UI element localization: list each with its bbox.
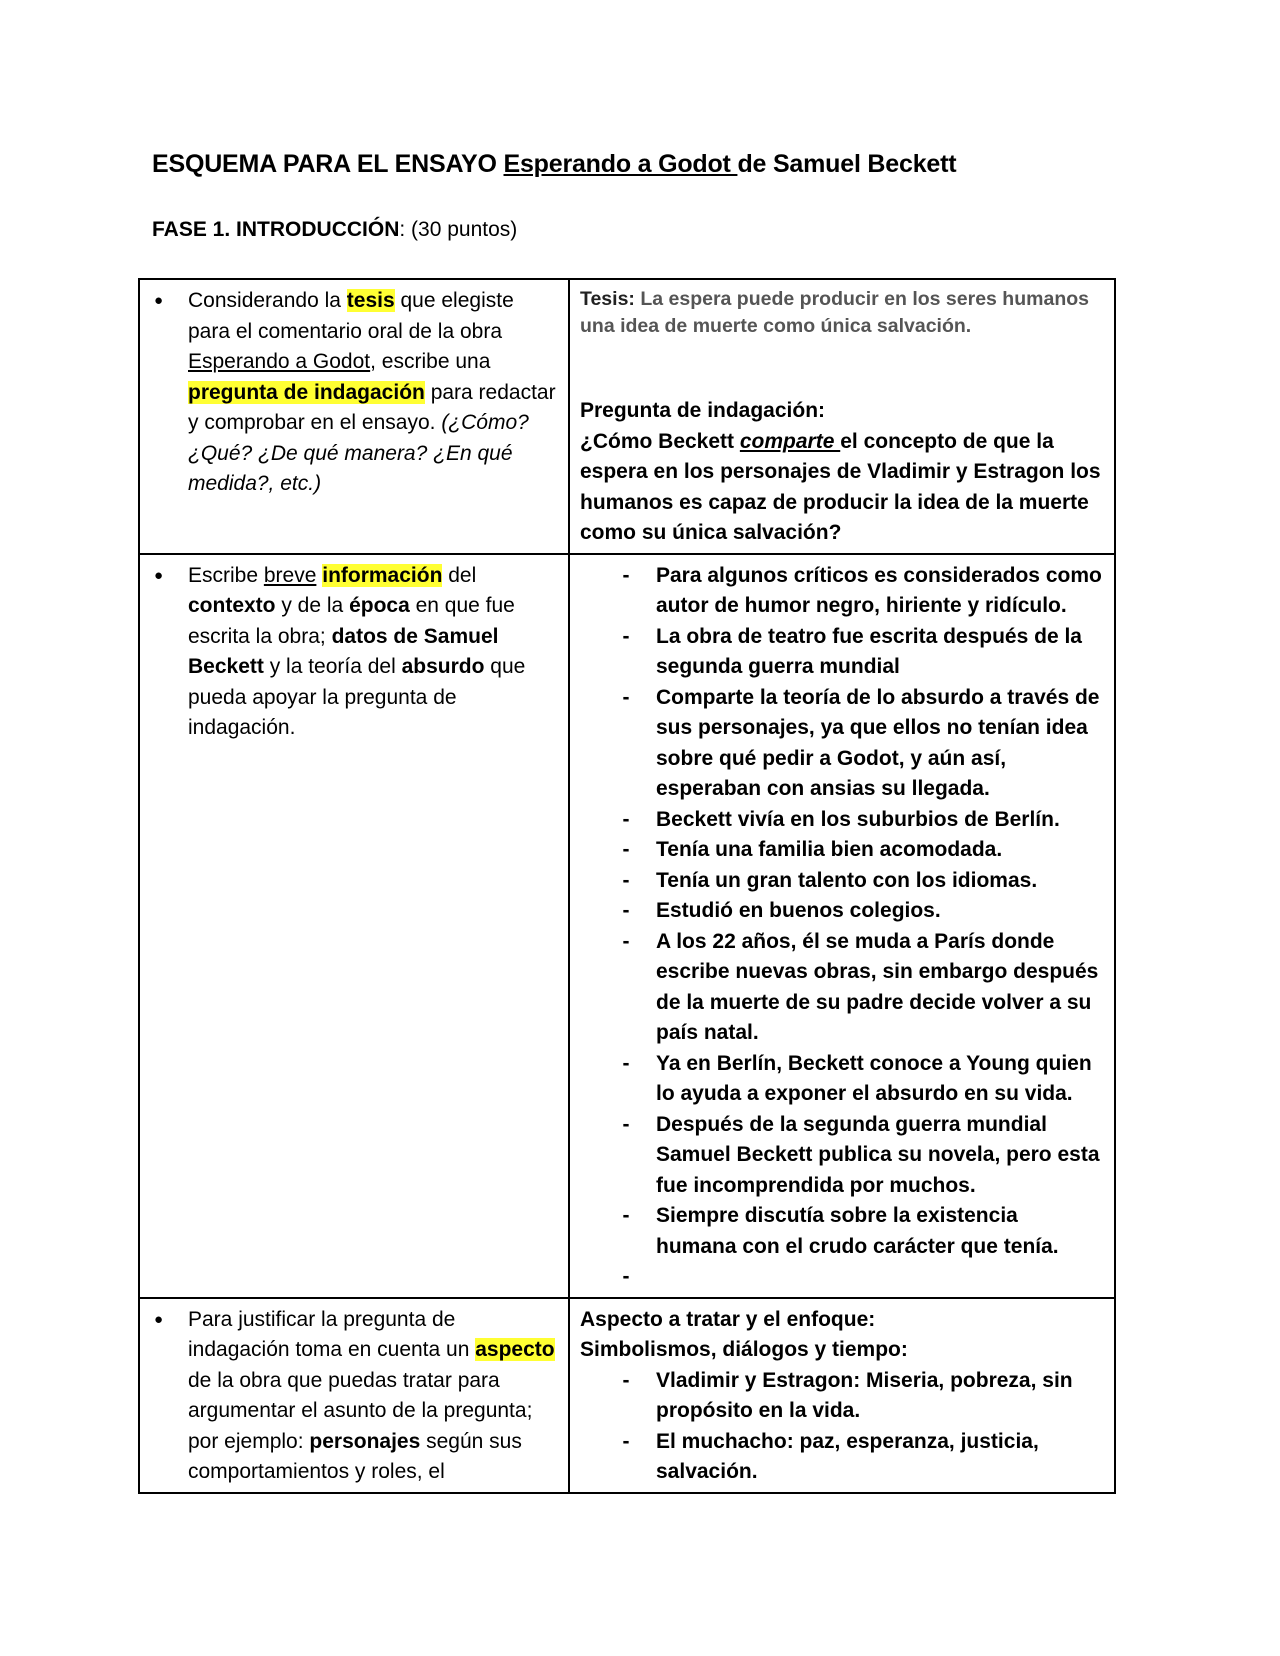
dash-icon: - bbox=[622, 838, 630, 861]
instruction-text bbox=[188, 561, 558, 744]
text-run: según sus comportamientos y roles, el bbox=[188, 1429, 522, 1483]
question-examples: (¿Cómo? ¿Qué? ¿De qué manera? ¿En qué medida?, etc.) bbox=[188, 411, 529, 495]
instruction-text bbox=[188, 1305, 558, 1488]
list-item bbox=[616, 1049, 1104, 1110]
item-text: Beckett vivía en los suburbios de Berlín. bbox=[656, 807, 1060, 831]
list-item bbox=[616, 927, 1104, 1049]
dash-icon: - bbox=[622, 563, 630, 587]
text-run: el concepto de que la espera en los personajes de Vladimir y Estragon los humanos es capaz de producir la idea de la muerte como su única salvación? bbox=[580, 429, 1101, 544]
question-emphasis: comparte bbox=[739, 429, 841, 453]
instruction-cell bbox=[139, 1298, 569, 1493]
item-text: Tenía un gran talento con los idiomas. bbox=[656, 868, 1038, 892]
phase-heading bbox=[152, 218, 517, 242]
question-label: Pregunta de indagación: bbox=[580, 399, 826, 422]
item-text: Vladimir y Estragon: Miseria, pobreza, sin propósito en la vida. bbox=[656, 1368, 1073, 1422]
dash-icon: - bbox=[622, 899, 630, 922]
item-text: Después de la segunda guerra mundial Samuel Beckett publica su novela, pero esta fue incomprendida por muchos. bbox=[656, 1112, 1100, 1197]
instruction-cell bbox=[139, 554, 569, 1298]
dash-icon: - bbox=[622, 807, 630, 831]
list-item bbox=[616, 622, 1104, 683]
symbolism-list bbox=[580, 1366, 1104, 1488]
instruction-text bbox=[188, 286, 558, 500]
dash-icon: - bbox=[622, 1368, 630, 1392]
dash-icon: - bbox=[622, 685, 630, 709]
highlight-aspect: aspecto bbox=[475, 1338, 555, 1361]
item-text: El muchacho: paz, esperanza, justicia, salvación. bbox=[656, 1429, 1039, 1483]
text-run: Considerando la bbox=[188, 289, 347, 312]
thesis-block bbox=[580, 286, 1104, 340]
thesis-text: La espera puede producir en los seres humanos una idea de muerte como única salvación. bbox=[580, 288, 1089, 337]
response-cell bbox=[569, 554, 1115, 1298]
list-item bbox=[616, 561, 1104, 622]
text-run: Escribe bbox=[188, 563, 264, 587]
dash-icon: - bbox=[622, 1429, 630, 1453]
table-row bbox=[139, 279, 1115, 554]
work-title: Esperando a Godot bbox=[188, 350, 371, 373]
text-run: ¿Cómo Beckett bbox=[580, 429, 740, 453]
question-text bbox=[580, 427, 1104, 549]
item-text: Comparte la teoría de lo absurdo a través de sus personajes, ya que ellos no tenían idea sobre qué pedir a Godot, y aún así, esperaban con ansias su llegada. bbox=[656, 685, 1100, 800]
text-run: que elegiste para el comentario oral de la obra bbox=[188, 289, 514, 343]
item-text: Para algunos críticos es considerados como autor de humor negro, hiriente y ridículo. bbox=[656, 563, 1102, 617]
table-row bbox=[139, 554, 1115, 1298]
dash-icon: - bbox=[622, 1265, 630, 1288]
dash-icon: - bbox=[622, 1051, 630, 1075]
list-item bbox=[616, 805, 1104, 836]
highlight-thesis: tesis bbox=[346, 289, 395, 312]
dash-icon: - bbox=[622, 624, 630, 648]
list-item bbox=[616, 683, 1104, 805]
bold-run: absurdo bbox=[401, 655, 485, 678]
bullet-icon: ● bbox=[154, 292, 164, 309]
bullet-icon: ● bbox=[154, 566, 164, 584]
instruction-bullet bbox=[150, 286, 558, 500]
highlight-question: pregunta de indagación bbox=[188, 380, 425, 404]
list-item-empty bbox=[616, 1262, 1104, 1293]
dash-icon: - bbox=[622, 1204, 630, 1227]
list-item bbox=[616, 1110, 1104, 1202]
dash-icon: - bbox=[622, 868, 630, 892]
response-cell bbox=[569, 279, 1115, 554]
bold-run: época bbox=[349, 594, 410, 617]
text-run: del bbox=[442, 563, 477, 587]
instruction-bullet bbox=[150, 1305, 558, 1488]
thesis-label: Tesis: bbox=[580, 288, 635, 310]
response-cell bbox=[569, 1298, 1115, 1493]
list-item bbox=[616, 835, 1104, 866]
text-run: y de la bbox=[275, 594, 350, 617]
document-title bbox=[152, 150, 956, 179]
item-text: Estudió en buenos colegios. bbox=[656, 899, 941, 922]
text-run: en que fue escrita la obra; bbox=[188, 594, 515, 648]
underline-brief: breve bbox=[263, 563, 317, 587]
bullet-icon: ● bbox=[154, 1310, 164, 1328]
dash-icon: - bbox=[622, 1112, 630, 1136]
highlight-information: información bbox=[322, 563, 443, 587]
item-text: La obra de teatro fue escrita después de la segunda guerra mundial bbox=[656, 624, 1082, 678]
context-list bbox=[580, 561, 1104, 1293]
bold-run: personajes bbox=[309, 1429, 421, 1453]
aspect-heading: Aspecto a tratar y el enfoque: bbox=[580, 1307, 876, 1331]
dash-icon: - bbox=[622, 929, 630, 953]
text-run: de la obra que puedas tratar para argumentar el asunto de la pregunta; por ejemplo: bbox=[188, 1368, 533, 1453]
phase-label: FASE 1. INTRODUCCIÓN bbox=[152, 218, 400, 241]
list-item bbox=[616, 896, 1104, 927]
item-text: A los 22 años, él se muda a París donde escribe nuevas obras, sin embargo después de la muerte de su padre decide volver a su país natal. bbox=[656, 929, 1099, 1044]
text-run: , escribe una bbox=[370, 350, 491, 373]
list-item bbox=[616, 1366, 1104, 1427]
instruction-cell bbox=[139, 279, 569, 554]
table-row bbox=[139, 1298, 1115, 1493]
essay-outline-table bbox=[138, 278, 1116, 1494]
text-run: para redactar y comprobar en el ensayo. bbox=[188, 380, 556, 434]
title-prefix: ESQUEMA PARA EL ENSAYO bbox=[152, 150, 504, 178]
phase-points: : (30 puntos) bbox=[399, 218, 518, 241]
instruction-bullet bbox=[150, 561, 558, 744]
text-run: y la teoría del bbox=[263, 655, 402, 678]
text-run: que pueda apoyar la pregunta de indagación. bbox=[188, 655, 526, 739]
item-text: Siempre discutía sobre la existencia humana con el crudo carácter que tenía. bbox=[656, 1204, 1059, 1258]
spacer bbox=[580, 340, 1104, 396]
bold-run: datos de Samuel Beckett bbox=[188, 624, 499, 678]
item-text: Tenía una familia bien acomodada. bbox=[656, 838, 1003, 861]
text-run: Para justificar la pregunta de indagación toma en cuenta un bbox=[188, 1307, 476, 1361]
list-item bbox=[616, 1427, 1104, 1488]
list-item bbox=[616, 1201, 1104, 1262]
item-text: Ya en Berlín, Beckett conoce a Young quien lo ayuda a exponer el absurdo en su vida. bbox=[656, 1051, 1092, 1105]
bold-run: contexto bbox=[188, 594, 276, 617]
focus-heading: Simbolismos, diálogos y tiempo: bbox=[580, 1338, 908, 1361]
title-work: Esperando a Godot bbox=[503, 150, 738, 178]
title-suffix: de Samuel Beckett bbox=[737, 150, 957, 178]
list-item bbox=[616, 866, 1104, 897]
